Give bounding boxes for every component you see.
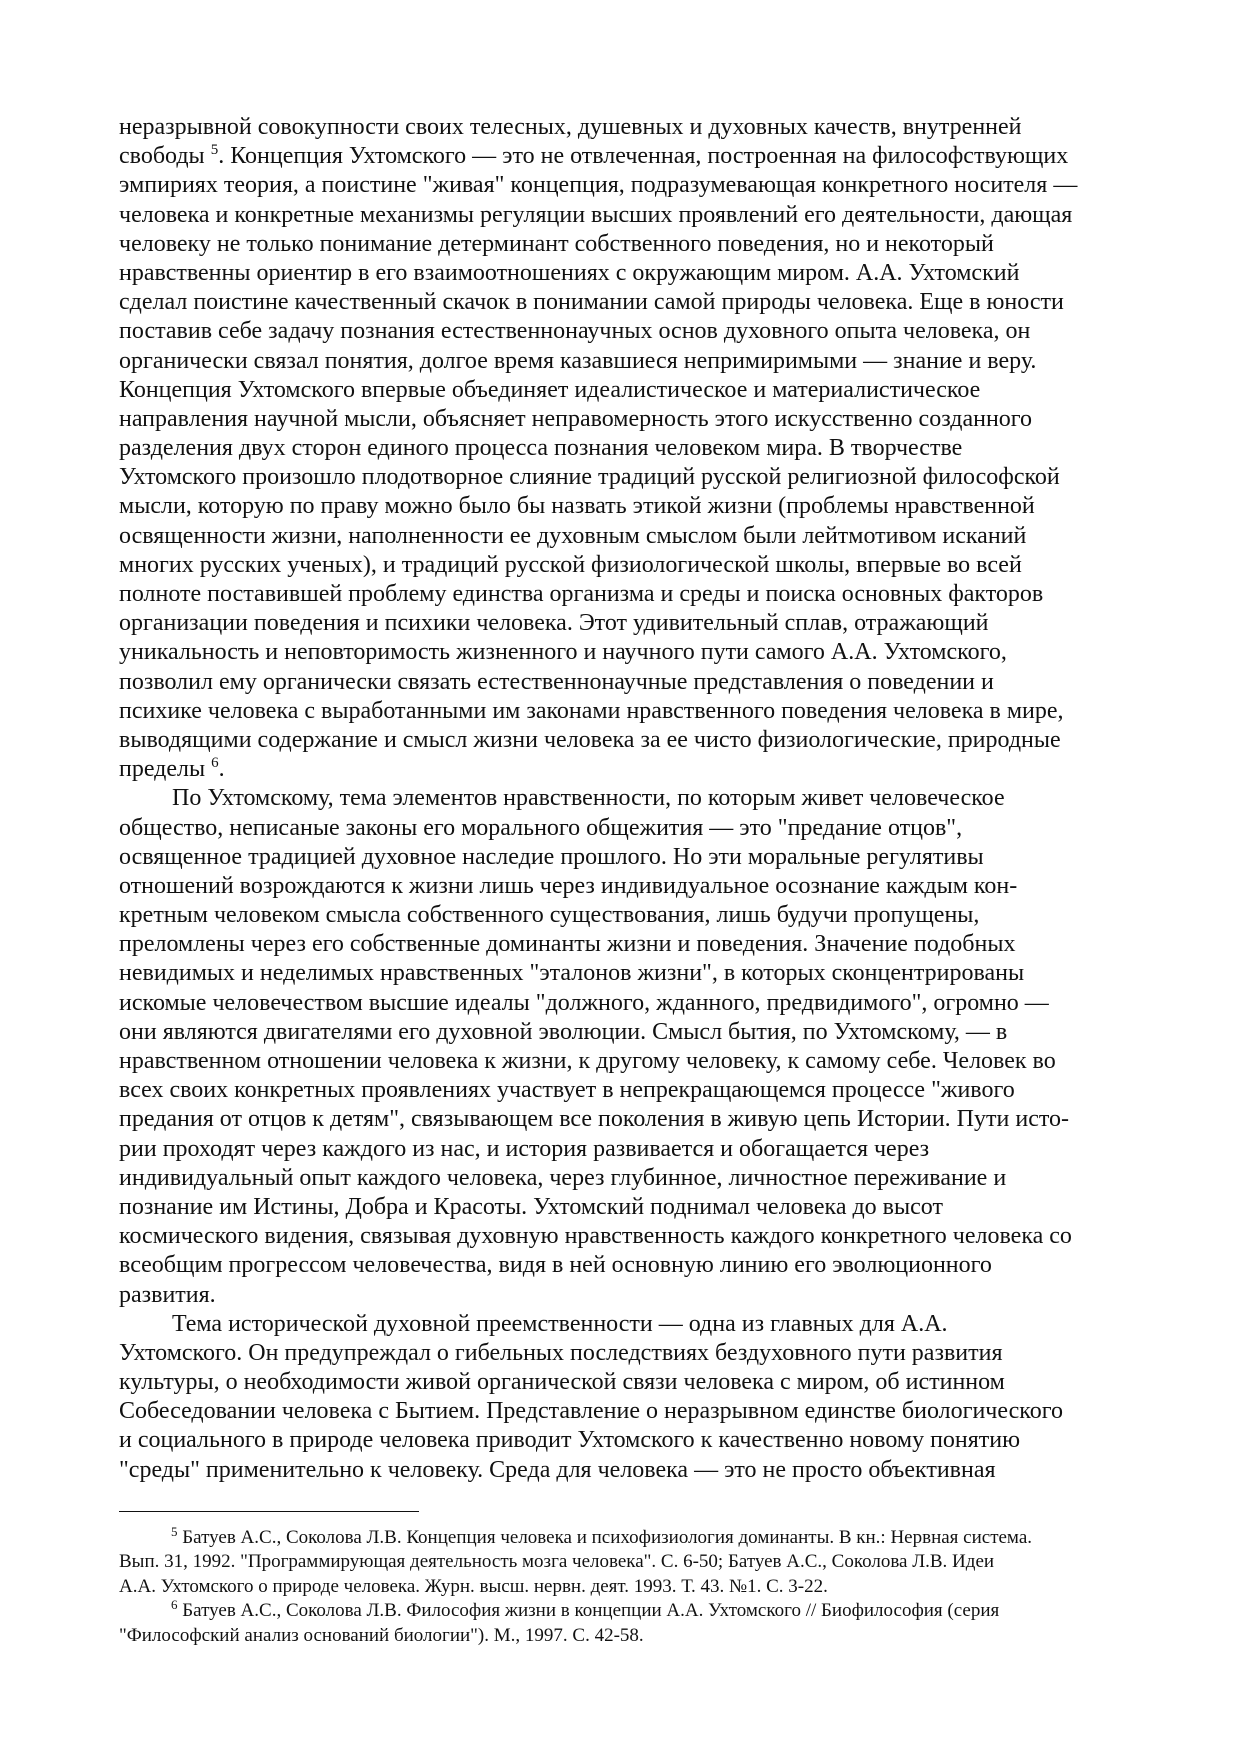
text-line: человеку не только понимание детерминант собственного поведения, но и некоторый [119, 230, 994, 257]
text-line: уникальность и неповторимость жизненного и научного пути самого А.А. Ухтомского, [119, 639, 1007, 666]
text-line: Тема исторической духовной преемственности — одна из главных для А.А. [172, 1310, 948, 1337]
text-line: пределы $^6$. [119, 755, 225, 783]
footnote-line: А.А. Ухтомского о природе человека. Журн. высш. нервн. деят. 1993. Т. 43. №1. С. 3-22. [119, 1575, 828, 1597]
text-line: эмпириях теория, а поистине "живая" концепция, подразумевающая конкретного носителя — [119, 172, 1078, 199]
text-line: поставив себе задачу познания естественнонаучных основ духовного опыта человека, он [119, 318, 1031, 345]
text-line: направления научной мысли, объясняет неправомерность этого искусственно созданного [119, 405, 1033, 432]
paragraph-1 [119, 113, 1129, 784]
footnote-number: 6 [171, 1597, 178, 1613]
text-line: нравственны ориентир в его взаимоотношениях с окружающим миром. А.А. Ухтомский [119, 259, 1020, 286]
body-text [119, 113, 1129, 1485]
text-line: отношений возрождаются к жизни лишь через индивидуальное осознание каждым кон- [119, 872, 1018, 899]
footnotes [119, 1526, 1129, 1648]
footnote-ref-6[interactable]: 6 [211, 755, 219, 772]
text-line: освященное традицией духовное наследие прошлого. Но эти моральные регулятивы [119, 843, 984, 870]
text-line: развития. [119, 1281, 216, 1308]
footnote-number: 5 [171, 1524, 178, 1539]
text-line: общество, неписаные законы его морального общежития — это "предание отцов", [119, 814, 963, 841]
text-line: Собеседовании человека с Бытием. Представление о неразрывном единстве биологического [119, 1398, 1063, 1425]
text-line: невидимых и неделимых нравственных "эталонов жизни", в которых сконцентрированы [119, 960, 1025, 987]
footnote-line: Вып. 31, 1992. "Программирующая деятельность мозга человека". С. 6-50; Батуев А.С., Соколова Л.В. Идеи [119, 1551, 995, 1573]
text-line: они являются двигателями его духовной эволюции. Смысл бытия, по Ухтомскому, — в [119, 1018, 1008, 1045]
text-line: всех своих конкретных проявлениях участвует в непрекращающемся процессе "живого [119, 1077, 1015, 1104]
text-line: По Ухтомскому, тема элементов нравственности, по которым живет человеческое [172, 785, 1005, 812]
paragraph-3 [119, 1310, 1129, 1485]
paragraph-2 [119, 784, 1129, 1309]
text-line: разделения двух сторон единого процесса познания человеком мира. В творчестве [119, 435, 963, 462]
footnote-line: $^6$ Батуев А.С., Соколова Л.В. Философия жизни в концепции А.А. Ухтомского // Биофилософия (серия [171, 1597, 1000, 1622]
text-line: индивидуальный опыт каждого человека, через глубинное, личностное переживание и [119, 1164, 1007, 1191]
footnote-separator [119, 1511, 419, 1512]
text-line: мысли, которую по праву можно было бы назвать этикой жизни (проблемы нравственной [119, 493, 1035, 520]
text-line: Ухтомского произошло плодотворное слияние традиций русской религиозной философской [119, 464, 1060, 491]
text-line: полноте поставившей проблему единства организма и среды и поиска основных факторов [119, 581, 1044, 607]
text-line: рии проходят через каждого из нас, и история развивается и обогащается через [119, 1135, 930, 1162]
text-line: познание им Истины, Добра и Красоты. Ухтомский поднимал человека до высот [119, 1193, 943, 1220]
text-line: выводящими содержание и смысл жизни человека за ее чисто физиологические, природные [119, 726, 1061, 753]
text-line: искомые человечеством высшие идеалы "должного, жданного, предвидимого", огромно — [119, 989, 1049, 1016]
text-line: предания от отцов к детям", связывающем все поколения в живую цепь Истории. Пути исто- [119, 1106, 1070, 1133]
text-line: человека и конкретные механизмы регуляции высших проявлений его деятельности, дающая [119, 201, 1073, 228]
footnote-line: $^5$ Батуев А.С., Соколова Л.В. Концепция человека и психофизиология доминанты. В кн.: Нервная система. [171, 1524, 1033, 1548]
text-line: космического видения, связывая духовную нравственность каждого конкретного человека со [119, 1223, 1072, 1250]
footnote-line: "Философский анализ оснований биологии"). М., 1997. С. 42-58. [119, 1624, 644, 1646]
text-line: всеобщим прогрессом человечества, видя в ней основную линию его эволюционного [119, 1252, 992, 1279]
text-line: Концепция Ухтомского впервые объединяет идеалистическое и материалистическое [119, 376, 981, 403]
footnote-5 [119, 1526, 1129, 1599]
text-line: "среды" применительно к человеку. Среда для человека — это не просто объективная [119, 1456, 996, 1483]
text-line: свободы $^5$. Концепция Ухтомского — это не отвлеченная, построенная на философствующих [119, 142, 1069, 170]
text-line: организации поведения и психики человека. Этот удивительный сплав, отражающий [119, 610, 989, 637]
text-line: неразрывной совокупности своих телесных, душевных и духовных качеств, внутренней [119, 114, 1022, 140]
footnote-6 [119, 1599, 1129, 1648]
text-line: многих русских ученых), и традиций русской физиологической школы, впервые во всей [119, 551, 1022, 578]
text-line: культуры, о необходимости живой органической связи человека с миром, об истинном [119, 1369, 1005, 1396]
text-line: психике человека с выработанными им законами нравственного поведения человека в мире, [119, 697, 1064, 724]
text-line: освященности жизни, наполненности ее духовным смыслом были лейтмотивом исканий [119, 522, 1027, 549]
text-line: позволил ему органически связать естественнонаучные представления о поведении и [119, 668, 994, 695]
text-line: сделал поистине качественный скачок в понимании самой природы человека. Еще в юности [119, 289, 1064, 316]
text-line: преломлены через его собственные доминанты жизни и поведения. Значение подобных [119, 931, 1016, 958]
footnote-ref-5[interactable]: 5 [210, 142, 219, 159]
text-line: кретным человеком смысла собственного существования, лишь будучи пропущены, [119, 902, 980, 929]
text-line: нравственном отношении человека к жизни, к другому человеку, к самому себе. Человек во [119, 1048, 1056, 1074]
text-line: и социального в природе человека приводит Ухтомского к качественно новому понятию [119, 1427, 1021, 1454]
text-line: органически связал понятия, долгое время казавшиеся непримиримыми — знание и веру. [119, 347, 1037, 374]
text-line: Ухтомского. Он предупреждал о гибельных последствиях бездуховного пути развития [119, 1339, 1003, 1366]
